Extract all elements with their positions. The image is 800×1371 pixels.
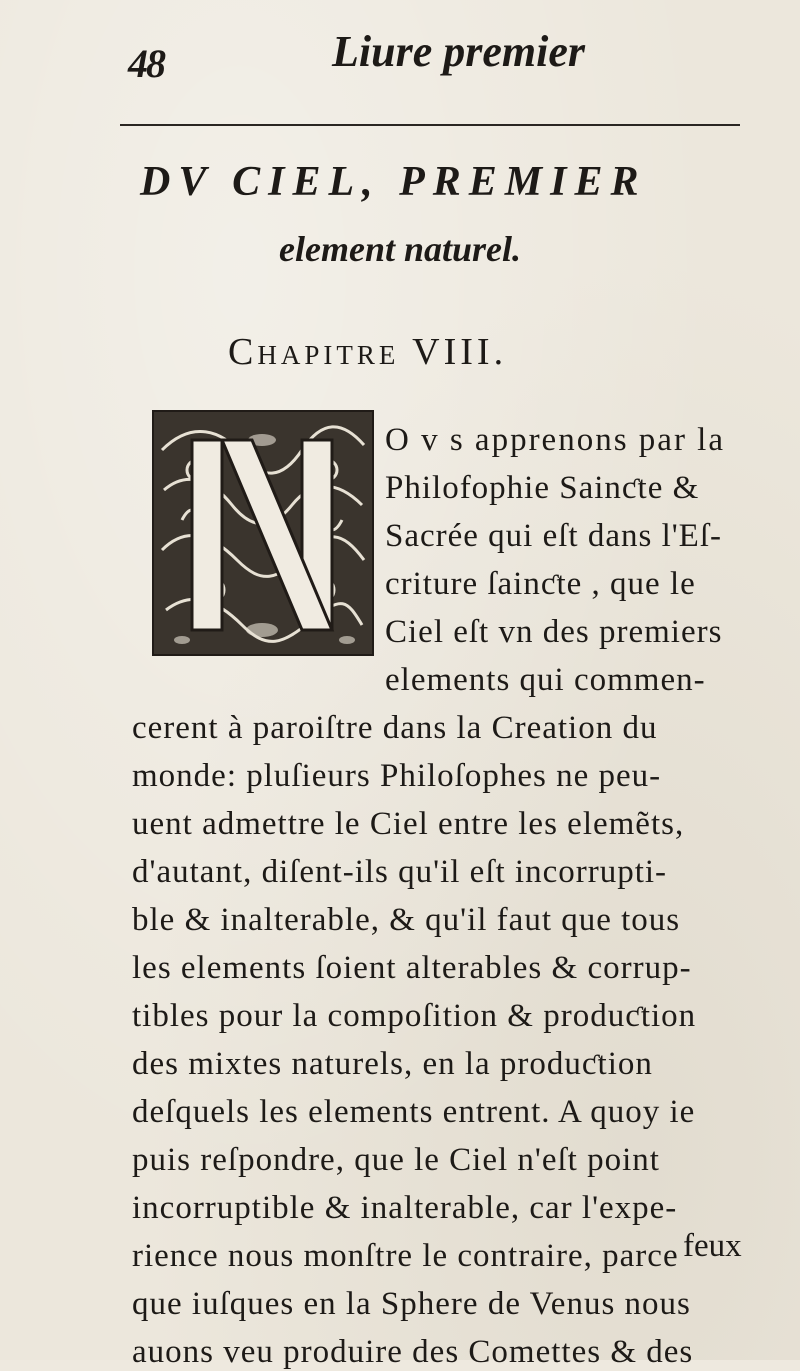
- text-line: uent admettre le Ciel entre les elemẽts,: [132, 806, 685, 842]
- catchword: feux: [683, 1228, 742, 1264]
- text-line: les elements ſoient alterables & corrup-: [132, 950, 692, 986]
- floral-ornament-icon: [152, 410, 374, 656]
- text-line: Philofophie Sainƈte &: [385, 470, 700, 506]
- text-line: ble & inalterable, & qu'il faut que tous: [132, 902, 681, 938]
- text-line: elements qui commen-: [385, 662, 706, 698]
- text-line: Sacrée qui eſt dans l'Eſ-: [385, 518, 723, 554]
- text-line: cerent à paroiſtre dans la Creation du: [132, 710, 658, 746]
- running-head: Liure premier: [332, 27, 585, 76]
- text-line: deſquels les elements entrent. A quoy ie: [132, 1094, 696, 1130]
- chapter-title: DV CIEL, PREMIER: [140, 159, 647, 205]
- header-rule: [120, 124, 740, 126]
- text-line: incorruptible & inalterable, car l'expe-: [132, 1190, 678, 1226]
- text-line: O v s apprenons par la: [385, 422, 726, 458]
- text-line: tibles pour la compoſition & produƈtion: [132, 998, 697, 1034]
- text-line: rience nous monſtre le contraire, parce: [132, 1238, 679, 1274]
- text-line: puis reſpondre, que le Ciel n'eſt point: [132, 1142, 660, 1178]
- text-line: criture ſainƈte , que le: [385, 566, 696, 602]
- dropcap-N: [152, 410, 374, 656]
- page-header: [0, 8, 800, 86]
- text-line: d'autant, diſent-ils qu'il eſt incorrupti-: [132, 854, 668, 890]
- chapter-label: Chapitre VIII.: [228, 331, 508, 373]
- text-line: Ciel eſt vn des premiers: [385, 614, 723, 650]
- text-line: monde: pluſieurs Philoſophes ne peu-: [132, 758, 662, 794]
- page-number: 48: [128, 41, 164, 86]
- chapter-subtitle: element naturel.: [279, 229, 521, 269]
- text-line: auons veu produire des Comettes & des: [132, 1334, 694, 1370]
- text-line: des mixtes naturels, en la produƈtion: [132, 1046, 653, 1082]
- text-line: que iuſques en la Sphere de Venus nous: [132, 1286, 691, 1322]
